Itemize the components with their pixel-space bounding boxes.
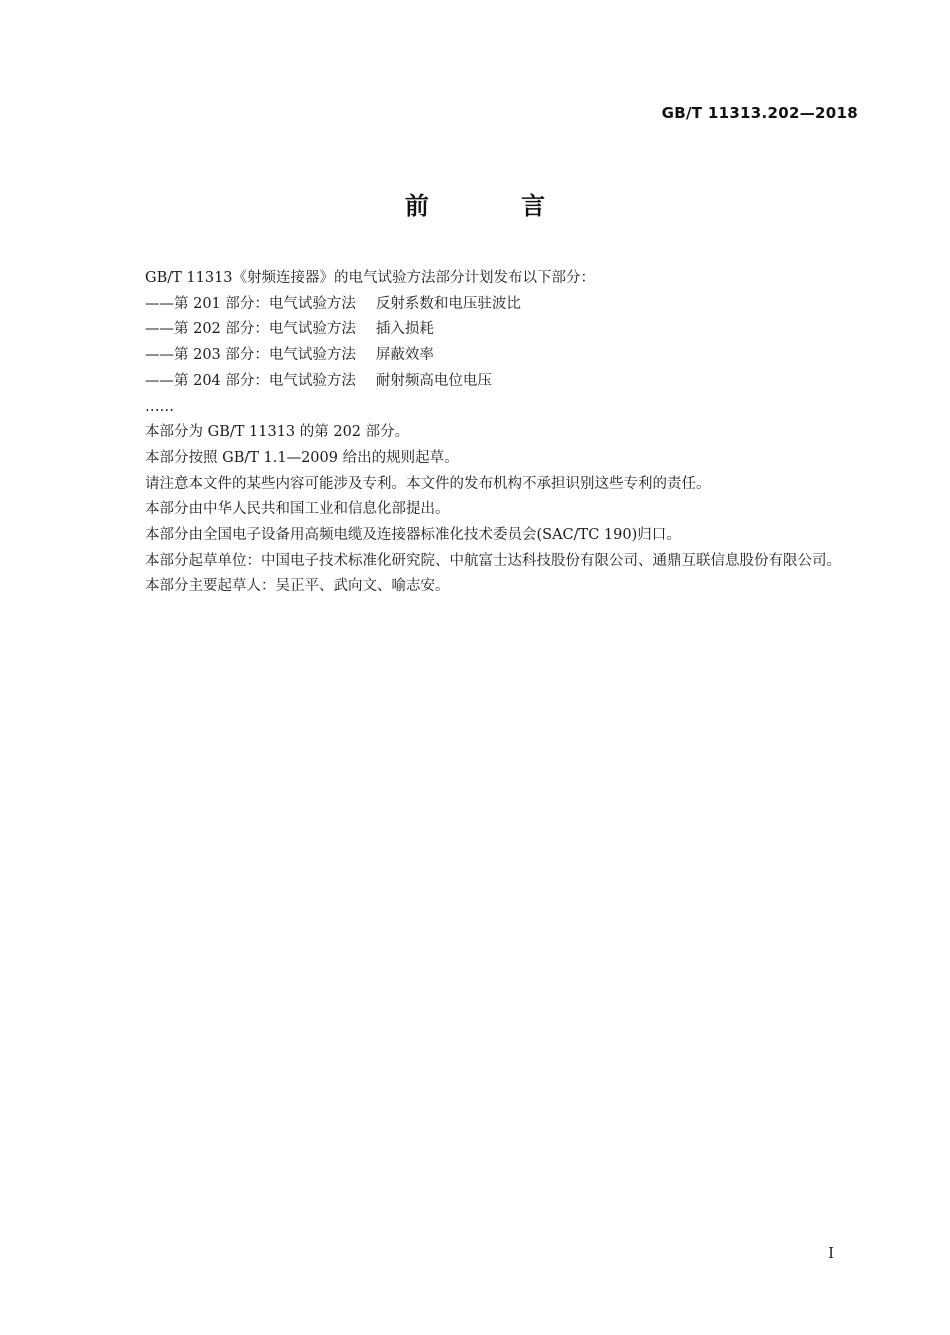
paragraph: 本部分为 GB/T 11313 的第 202 部分。 (145, 424, 410, 441)
part-subject: 插入损耗 (375, 321, 434, 338)
paragraph-drafters: 本部分主要起草人：吴正平、武向文、喻志安。 (145, 578, 450, 595)
page-title: 前 言 (404, 192, 588, 220)
foreword-body (112, 266, 860, 600)
part-subject: 耐射频高电位电压 (375, 372, 492, 389)
part-label: ——第 204 部分：电气试验方法 (145, 372, 356, 389)
list-ellipsis: …… (145, 398, 174, 415)
part-list-item (112, 292, 860, 318)
paragraph: 本部分按照 GB/T 1.1—2009 给出的规则起草。 (145, 449, 459, 466)
part-list-item (112, 369, 860, 395)
standard-code: GB/T 11313.202—2018 (661, 104, 858, 122)
part-subject: 反射系数和电压驻波比 (375, 295, 521, 312)
part-list-item (112, 343, 860, 369)
paragraph: 请注意本文件的某些内容可能涉及专利。本文件的发布机构不承担识别这些专利的责任。 (145, 475, 711, 492)
part-subject: 屏蔽效率 (375, 347, 434, 364)
paragraph: 本部分由中华人民共和国工业和信息化部提出。 (145, 501, 450, 518)
page-number: I (828, 1244, 834, 1262)
paragraph: 本部分由全国电子设备用高频电缆及连接器标准化技术委员会(SAC/TC 190)归口。 (145, 527, 681, 544)
paragraph-drafting-units: 本部分起草单位：中国电子技术标准化研究院、中航富士达科技股份有限公司、通鼎互联信息股份有限公司。 (145, 552, 841, 569)
part-list-item (112, 317, 860, 343)
part-label: ——第 202 部分：电气试验方法 (145, 321, 356, 338)
part-label: ——第 201 部分：电气试验方法 (145, 295, 356, 312)
intro-paragraph: GB/T 11313《射频连接器》的电气试验方法部分计划发布以下部分： (145, 270, 596, 286)
part-label: ——第 203 部分：电气试验方法 (145, 347, 356, 364)
